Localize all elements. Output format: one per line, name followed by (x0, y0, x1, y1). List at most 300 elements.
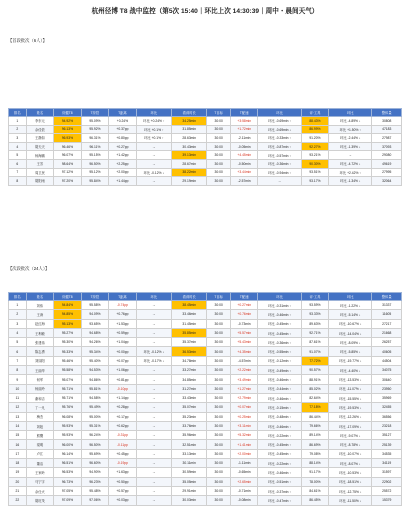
table-row (9, 393, 402, 402)
table-row (9, 384, 402, 393)
table-cell: 92.71% (301, 328, 329, 337)
table-cell: 33.46min (172, 310, 207, 319)
table-cell: 34.25min (172, 117, 207, 126)
table-cell: 40605 (372, 347, 402, 356)
table-cell: 环比 -13.53% ↓ (329, 375, 372, 384)
table-cell: 31.45min (172, 319, 207, 328)
table-cell: +1.63pp (109, 468, 137, 477)
table-cell: 93.33% (301, 310, 329, 319)
table-cell: 环比 -0.48min ↑ (258, 412, 301, 421)
table-cell: 36556 (372, 412, 402, 421)
table-cell: +0.07pp (109, 356, 137, 365)
table-cell: 赵红海 (26, 319, 54, 328)
table-cell: +0.50pp (109, 477, 137, 486)
table-cell: +2.25pp (109, 159, 137, 168)
table-cell: 刘妞 (26, 421, 54, 430)
table-cell: 96.51% (54, 459, 82, 468)
table-cell: 30:00 (207, 151, 231, 160)
table-cell: 刘如阳 (26, 356, 54, 365)
table-cell: 30:00 (207, 412, 231, 421)
table-cell: +2.00pp (109, 168, 137, 177)
table-cell: -0.71min (230, 486, 258, 495)
table-cell: 胡阳雨 (26, 177, 54, 186)
table-cell: 陈志勇 (26, 347, 54, 356)
table-cell: → (136, 338, 171, 347)
table-cell: -0.05min (230, 142, 258, 151)
table-cell: 96.23% (81, 477, 109, 486)
table-cell: 88.91% (301, 375, 329, 384)
table-cell: 98.64% (54, 159, 82, 168)
table-cell: 环比 -8.07% ↓ (329, 459, 372, 468)
table-cell: 29.91min (172, 486, 207, 495)
table-row (9, 468, 402, 477)
table-cell: +0.27min (230, 301, 258, 310)
table-cell: +0.57pp (109, 486, 137, 495)
column-header: T配速 (230, 293, 258, 301)
table-cell: 30:00 (207, 449, 231, 458)
table-cell: 87.61% (301, 338, 329, 347)
table-cell: 93.17% (301, 177, 329, 186)
table-cell: -0.31pp (109, 431, 137, 440)
table-cell: 31.27min (172, 384, 207, 393)
table-cell: 78.00% (301, 477, 329, 486)
table-cell: 93.51% (301, 168, 329, 177)
table-row (9, 375, 402, 384)
table-cell: 94.26% (81, 338, 109, 347)
table-row (9, 486, 402, 495)
column-header: 看训时长 (172, 293, 207, 301)
table-row (9, 159, 402, 168)
table-cell: 余佳依 (26, 125, 54, 134)
table-row (9, 117, 402, 126)
table-cell: 王丽华 (26, 366, 54, 375)
table-cell: 17 (9, 449, 27, 458)
table-cell: 96.53% (54, 468, 82, 477)
table-cell: 34075 (372, 366, 402, 375)
table-cell: +3.49min (230, 375, 258, 384)
table-cell: 董洁 (26, 459, 54, 468)
table-cell: 环比 -0.94min ↑ (258, 168, 301, 177)
table-cell: +0.25min (230, 412, 258, 421)
table-cell: → (136, 159, 171, 168)
table-cell: 34.78min (172, 356, 207, 365)
table-cell: 86.44% (301, 412, 329, 421)
table-cell: 30:00 (207, 134, 231, 143)
table-cell: → (136, 310, 171, 319)
table-row (9, 431, 402, 440)
table-cell: -0.19pp (109, 459, 137, 468)
table-cell: 96.14% (54, 449, 82, 458)
table-cell: → (136, 384, 171, 393)
table-cell: 熊鹰 (26, 431, 54, 440)
table-cell: +4.35min (230, 347, 258, 356)
table-cell: → (136, 142, 171, 151)
column-header: T目标 (207, 293, 231, 301)
table-row (9, 421, 402, 430)
table-cell: +1.72min (230, 125, 258, 134)
table-cell: 12 (9, 403, 27, 412)
table-cell: 环比 -0.15min ↑ (258, 403, 301, 412)
table-cell: 30:00 (207, 301, 231, 310)
table-cell: 30:00 (207, 431, 231, 440)
column-header: T距离 (109, 109, 137, 117)
column-header: 环比 (136, 293, 171, 301)
table-cell: 王家岭 (26, 468, 54, 477)
table-cell: 94.58% (81, 393, 109, 402)
table-cell: 9 (9, 375, 27, 384)
table-cell: 5 (9, 151, 27, 160)
column-header: 评·工具 (301, 109, 329, 117)
table-cell: 环比 -4.40% ↓ (329, 366, 372, 375)
table-cell: 环比 +0.1% ↑ (136, 134, 171, 143)
table-cell: 梅杰 (26, 412, 54, 421)
table-cell: 39.13min (172, 151, 207, 160)
table-cell: → (136, 393, 171, 402)
table-cell: 95.33% (54, 347, 82, 356)
table-cell: 30:00 (207, 310, 231, 319)
second-batch-table (8, 292, 402, 506)
table-cell: -2.11min (230, 134, 258, 143)
table-cell: +0.45pp (109, 449, 137, 458)
table-cell: 88.14% (301, 459, 329, 468)
table-cell: 环比 -0.46min ↑ (258, 375, 301, 384)
first-batch-table (8, 108, 402, 186)
table-cell: +0.37pp (109, 125, 137, 134)
column-header: 姓名 (26, 293, 54, 301)
table-cell: 环比 -4.89% ↓ (329, 117, 372, 126)
table-cell: 李东元 (26, 117, 54, 126)
table-cell: 29080 (372, 151, 402, 160)
table-cell: 30:00 (207, 459, 231, 468)
table-cell: 96.07% (54, 151, 82, 160)
column-header: 姓名 (26, 109, 54, 117)
table-cell: 30:00 (207, 384, 231, 393)
table-cell: +0.07min (230, 403, 258, 412)
table-cell: 环比 -10.53% ↓ (329, 468, 372, 477)
table-cell: 36.53min (172, 347, 207, 356)
column-header: T目标 (207, 109, 231, 117)
table-cell: 96.13% (54, 125, 82, 134)
table-cell: 环比 -0.36min ↑ (258, 338, 301, 347)
table-cell: 85.02% (301, 384, 329, 393)
table-cell: → (136, 319, 171, 328)
table-cell: 环比 -17.09% ↓ (329, 421, 372, 430)
table-cell: 环比 -0.12min ↑ (258, 356, 301, 365)
table-cell: → (136, 449, 171, 458)
table-cell: 30:00 (207, 403, 231, 412)
table-cell: 5 (9, 338, 27, 347)
table-cell: 96.73% (54, 477, 82, 486)
table-cell: 环比 -0.12% ↓ (136, 347, 171, 356)
table-cell: 13 (9, 412, 27, 421)
table-cell: 2 (9, 310, 27, 319)
table-cell: 环比 -5.85% ↓ (329, 347, 372, 356)
table-cell: 95.00% (81, 412, 109, 421)
table-cell: 环比 -0.12% ↓ (136, 168, 171, 177)
table-cell: +0.03pp (109, 496, 137, 505)
table-cell: 90.30% (301, 159, 329, 168)
table-cell: 8 (9, 366, 27, 375)
table-cell: 环比 -10.07% ↓ (329, 449, 372, 458)
table-cell: 14 (9, 421, 27, 430)
section-label-second-batch: 【次段批次（24人）】 (8, 266, 50, 271)
table-cell: 环比 -1.34% ↓ (329, 177, 372, 186)
table-cell: 23950 (372, 384, 402, 393)
table-cell: 97.12% (54, 168, 82, 177)
column-header: 排名 (9, 293, 27, 301)
table-cell: 30:00 (207, 366, 231, 375)
table-cell: 34.85min (172, 375, 207, 384)
table-cell: 30:00 (207, 347, 231, 356)
table-cell: 梁明 (26, 440, 54, 449)
table-cell: 30:00 (207, 486, 231, 495)
table-cell: 杨丽玲 (26, 384, 54, 393)
table-cell: 23218 (372, 421, 402, 430)
table-row (9, 168, 402, 177)
table-cell: 22902 (372, 477, 402, 486)
table-cell: 18 (9, 459, 27, 468)
table-cell: 环比 +1.50% ↑ (329, 125, 372, 134)
table-cell: +0.80pp (109, 134, 137, 143)
table-cell: 30:00 (207, 356, 231, 365)
table-cell: 95.58% (54, 366, 82, 375)
table-cell: → (136, 366, 171, 375)
table-cell: 95.69% (81, 449, 109, 458)
table-cell: 20 (9, 477, 27, 486)
table-cell: 28.63min (172, 134, 207, 143)
table-cell: 96.11% (81, 142, 109, 151)
table-cell: 1 (9, 117, 27, 126)
page-title: 杭州径博 T8 战中监控（第5次 15:40｜环比上次 14:30:39｜周中・晨间天气） (91, 8, 319, 15)
table-cell: 30.59min (172, 468, 207, 477)
table-cell: 95.58% (81, 301, 109, 310)
table-cell: 3 (9, 319, 27, 328)
table-cell: +4.45min (230, 151, 258, 160)
table-cell: 杨海鹏 (26, 151, 54, 160)
column-header: T配速 (230, 109, 258, 117)
table-row (9, 177, 402, 186)
table-cell: 93.21% (301, 151, 329, 160)
table-cell: 86.45% (301, 496, 329, 505)
table-cell: → (136, 421, 171, 430)
column-header: 综健T8 (54, 109, 82, 117)
table-cell: 95.93% (54, 421, 82, 430)
table-row (9, 403, 402, 412)
table-cell: → (136, 440, 171, 449)
table-cell: 94.90% (81, 468, 109, 477)
table-cell: 95.81% (81, 384, 109, 393)
table-cell: +1.27min (230, 384, 258, 393)
table-cell: → (136, 459, 171, 468)
table-cell: 89.14% (301, 431, 329, 440)
table-cell: 79.66% (301, 421, 329, 430)
table-cell: +1.06pp (109, 366, 137, 375)
table-cell: 94.09% (81, 310, 109, 319)
table-cell: → (258, 177, 301, 186)
table-cell: 96.50% (81, 159, 109, 168)
table-row (9, 477, 402, 486)
table-cell: 环比 -11.07% ↓ (329, 384, 372, 393)
table-cell: 25572 (372, 486, 402, 495)
table-row (9, 338, 402, 347)
table-cell: 32064 (372, 177, 402, 186)
table-cell: 35.23min (172, 412, 207, 421)
table-row (9, 347, 402, 356)
table-cell: 97.20% (54, 177, 82, 186)
table-cell: 环比 -18.51% ↓ (329, 477, 372, 486)
section-label-first-batch: 【首段批次（6人）】 (8, 38, 47, 43)
table-cell: 环比 -0.47min ↑ (258, 496, 301, 505)
table-cell: 环比 -0.46min ↑ (258, 393, 301, 402)
table-cell: 91.07% (301, 347, 329, 356)
table-cell: 环比 -0.69min ↑ (258, 117, 301, 126)
column-header: 看训时长 (172, 109, 207, 117)
table-cell: 47183 (372, 125, 402, 134)
table-cell: 30:00 (207, 117, 231, 126)
table-cell: -0.08min (230, 496, 258, 505)
table-cell: 环比 -0.37min ↑ (258, 486, 301, 495)
table-cell: → (136, 486, 171, 495)
table-cell: +1.14pp (109, 393, 137, 402)
table-cell: 环比 -0.31min ↑ (258, 301, 301, 310)
table-cell: 37093 (372, 142, 402, 151)
table-cell: 33.43min (172, 393, 207, 402)
column-header: 评·工具 (301, 293, 329, 301)
table-cell: +3.11min (230, 421, 258, 430)
table-cell: 30:00 (207, 421, 231, 430)
table-cell: 93.59% (301, 301, 329, 310)
table-cell: 29.19min (172, 177, 207, 186)
table-cell: 25139 (372, 440, 402, 449)
table-cell: 15 (9, 431, 27, 440)
table-cell: 环比 +0.24% ↑ (136, 117, 171, 126)
table-cell: 96.08% (54, 412, 82, 421)
table-cell: 95.76% (54, 403, 82, 412)
table-cell: 91.17% (301, 468, 329, 477)
table-cell: +0.62pp (109, 421, 137, 430)
table-cell: 26257 (372, 338, 402, 347)
table-cell: 94.68% (81, 328, 109, 337)
table-cell: 环比 +0.1% ↑ (136, 125, 171, 134)
table-cell: 环比 -4.72% ↓ (329, 159, 372, 168)
table-cell: 环比 -0.45min ↑ (258, 319, 301, 328)
table-cell: +2.00min (230, 449, 258, 458)
table-cell: 环比 -19.53% ↓ (329, 403, 372, 412)
table-cell: 环比 -0.22min ↑ (258, 459, 301, 468)
table-cell: 何军 (26, 375, 54, 384)
table-cell: 30:00 (207, 328, 231, 337)
table-cell: 30:00 (207, 375, 231, 384)
table-cell: 环比 -0.87min ↑ (258, 142, 301, 151)
table-cell: 胡天天 (26, 142, 54, 151)
column-header: 环比 (329, 293, 372, 301)
table-cell: +5.32min (230, 431, 258, 440)
table-cell: +5.57min (230, 328, 258, 337)
table-row (9, 134, 402, 143)
table-cell: 30:00 (207, 338, 231, 347)
table-cell: 环比 -0.57min ↑ (258, 151, 301, 160)
table-cell: -0.65min (230, 468, 258, 477)
table-cell: 环比 -11.50% ↓ (329, 496, 372, 505)
table-row (9, 366, 402, 375)
table-cell: 96.31% (81, 134, 109, 143)
table-cell: +0.59pp (109, 328, 137, 337)
column-header: 综健T8 (54, 293, 82, 301)
table-cell: 30:00 (207, 142, 231, 151)
table-cell: 38.22min (172, 168, 207, 177)
table-cell: 谢和吉 (26, 393, 54, 402)
table-header-row (9, 109, 402, 117)
table-cell: -0.50min (230, 159, 258, 168)
table-cell: → (136, 477, 171, 486)
table-cell: 90.57% (301, 366, 329, 375)
table-cell: 30:00 (207, 125, 231, 134)
table-cell: 环比 -0.45min ↑ (258, 449, 301, 458)
table-cell: 94.86% (81, 375, 109, 384)
table-cell: 环比 -0.45min ↑ (258, 440, 301, 449)
table-cell: 33.76min (172, 421, 207, 430)
table-cell: +2.65min (230, 477, 258, 486)
table-cell: 张建伟 (26, 338, 54, 347)
table-cell: 94.85% (54, 310, 82, 319)
table-cell: 94.92% (54, 117, 82, 126)
table-cell: → (136, 412, 171, 421)
table-cell: 88.43% (301, 117, 329, 126)
table-cell: 95.34% (81, 347, 109, 356)
table-cell: +0.24% (109, 117, 137, 126)
table-cell: 环比 -10.67% ↓ (329, 319, 372, 328)
table-cell: 44504 (372, 356, 402, 365)
table-cell: 环比 -0.17% ↓ (136, 356, 171, 365)
table-cell: 32.51min (172, 440, 207, 449)
table-cell: 2 (9, 125, 27, 134)
table-cell: 21668 (372, 328, 402, 337)
table-cell: +0.76pp (109, 310, 137, 319)
table-cell: 96.46% (54, 142, 82, 151)
table-cell: 30:00 (207, 393, 231, 402)
column-header: 排名 (9, 109, 27, 117)
table-cell: 95.31% (81, 421, 109, 430)
table-cell: -0.73min (230, 319, 258, 328)
table-row (9, 328, 402, 337)
table-cell: 丁一凡 (26, 403, 54, 412)
table-cell: 6 (9, 347, 27, 356)
table-cell: +1.42pp (109, 151, 137, 160)
table-cell: 97.05% (54, 486, 82, 495)
table-cell: 环比 -0.44min ↑ (258, 384, 301, 393)
table-cell: 环比 -0.46min ↑ (258, 421, 301, 430)
table-cell: 22 (9, 496, 27, 505)
table-cell: 环比 -0.46min ↑ (258, 310, 301, 319)
table-cell: 3 (9, 134, 27, 143)
table-row (9, 310, 402, 319)
table-cell: 35.85min (172, 328, 207, 337)
table-cell: 95.71% (54, 384, 82, 393)
table-cell: 环比 -8.09% ↓ (329, 338, 372, 347)
table-cell: 35.37min (172, 338, 207, 347)
table-cell: 30808 (372, 117, 402, 126)
table-cell: +1.44pp (109, 177, 137, 186)
table-cell: 31.85min (172, 125, 207, 134)
table-cell: -0.10pp (109, 384, 137, 393)
table-row (9, 440, 402, 449)
table-cell: 环比 -0.45min ↑ (258, 328, 301, 337)
table-header-row (9, 293, 402, 301)
table-cell: 胡旺茂 (26, 496, 54, 505)
table-cell: 77.72% (301, 356, 329, 365)
table-cell: +0.81pp (109, 375, 137, 384)
table-cell: → (136, 431, 171, 440)
